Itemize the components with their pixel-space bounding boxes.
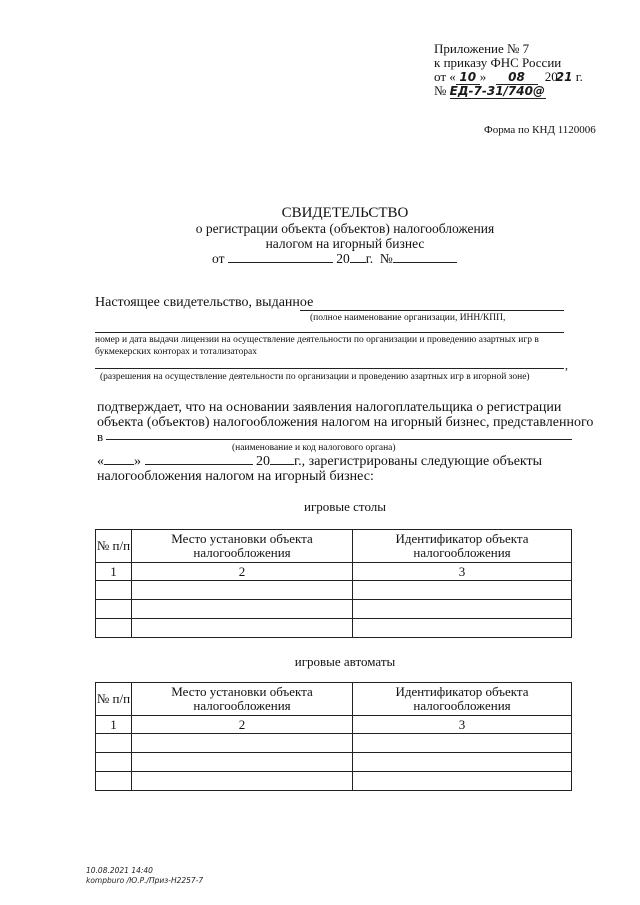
col-number-2: 2: [132, 563, 353, 581]
footer-timestamp: 10.08.2021 14:40: [86, 866, 153, 875]
table-caption-gaming-tables: игровые столы: [303, 499, 386, 514]
title-line-3: налогом на игорный бизнес: [265, 236, 425, 251]
table-cell[interactable]: [132, 619, 353, 638]
appendix-date: от « 10 » 08 2021 г.: [434, 69, 583, 84]
gaming-machines-table: [95, 682, 572, 791]
appendix-year: 21: [555, 70, 573, 84]
table-cell[interactable]: [96, 600, 132, 619]
confirm-date-line: « » 20 г., зарегистрированы следующие объекты: [97, 454, 543, 469]
appendix-number: № ЕД-7-31/740@: [434, 83, 545, 98]
table-number-row: [96, 563, 572, 581]
tax-authority-line[interactable]: [106, 439, 572, 440]
appendix-number-value: ЕД-7-31/740@: [449, 84, 545, 98]
table-cell[interactable]: [96, 753, 132, 772]
header-number: № п/п: [96, 530, 132, 563]
issued-comma: ,: [565, 358, 568, 372]
authority-hint: (наименование и код налогового органа): [232, 443, 396, 453]
issued-line-3[interactable]: [95, 368, 564, 369]
table-row: [96, 753, 572, 772]
table-cell[interactable]: [353, 619, 572, 638]
header-location: Место установки объекта налогообложения: [132, 683, 353, 716]
appendix-line-2: к приказу ФНС России: [434, 55, 562, 70]
title-line-2: о регистрации объекта (объектов) налогообложения: [195, 221, 495, 236]
permit-hint: (разрешения на осуществление деятельности по организации и проведению азартных игр в игорной зоне): [100, 372, 530, 382]
confirm-line-5: налогообложения налогом на игорный бизнес:: [97, 469, 374, 484]
col-number-2: 2: [132, 716, 353, 734]
table-header-row: [96, 530, 572, 563]
license-hint-2: букмекерских конторах и тотализаторах: [95, 347, 258, 357]
table-cell[interactable]: [132, 753, 353, 772]
issued-org-line[interactable]: [300, 310, 564, 311]
footer-source: kompburo /Ю.Р./Приз-Н2257-7: [86, 876, 204, 885]
certificate-year-field[interactable]: [350, 262, 366, 263]
table-row: [96, 734, 572, 753]
table-cell[interactable]: [96, 619, 132, 638]
application-year-field[interactable]: [270, 464, 294, 465]
application-month-field[interactable]: [145, 464, 253, 465]
table-row: [96, 772, 572, 791]
appendix-day: 10: [456, 70, 480, 85]
col-number-3: 3: [353, 563, 572, 581]
table-caption-gaming-machines: игровые автоматы: [294, 654, 396, 669]
table-cell[interactable]: [132, 772, 353, 791]
form-code: Форма по КНД 1120006: [484, 124, 596, 136]
table-row: [96, 619, 572, 638]
table-cell[interactable]: [353, 734, 572, 753]
application-day-field[interactable]: [104, 464, 134, 465]
certificate-number-field[interactable]: [393, 262, 457, 263]
table-cell[interactable]: [96, 581, 132, 600]
header-identifier: Идентификатор объекта налогообложения: [353, 683, 572, 716]
table-number-row: [96, 716, 572, 734]
table-cell[interactable]: [96, 772, 132, 791]
certificate-date-field[interactable]: [228, 262, 333, 263]
appendix-line-1: Приложение № 7: [434, 41, 530, 56]
appendix-month: 08: [496, 70, 538, 85]
table-cell[interactable]: [353, 581, 572, 600]
table-row: [96, 581, 572, 600]
issued-org-hint: (полное наименование организации, ИНН/КПП,: [310, 313, 506, 323]
table-cell[interactable]: [132, 581, 353, 600]
col-number-1: 1: [96, 563, 132, 581]
issued-line-2[interactable]: [95, 332, 564, 333]
title-date-line: от 20 г. №: [212, 251, 457, 267]
confirm-line-2: объекта (объектов) налогообложения налогом на игорный бизнес, представленного: [97, 415, 594, 430]
table-cell[interactable]: [96, 734, 132, 753]
license-hint-1: номер и дата выдачи лицензии на осуществление деятельности по организации и проведению азартных игр в: [95, 335, 539, 345]
table-header-row: [96, 683, 572, 716]
confirm-v: в: [97, 429, 104, 444]
gaming-tables-table: [95, 529, 572, 638]
col-number-1: 1: [96, 716, 132, 734]
table-row: [96, 600, 572, 619]
header-location: Место установки объекта налогообложения: [132, 530, 353, 563]
table-cell[interactable]: [353, 753, 572, 772]
table-cell[interactable]: [132, 600, 353, 619]
table-cell[interactable]: [132, 734, 353, 753]
confirm-line-1: подтверждает, что на основании заявления налогоплательщика о регистрации: [97, 400, 562, 415]
header-identifier: Идентификатор объекта налогообложения: [353, 530, 572, 563]
issued-label: Настоящее свидетельство, выданное: [95, 295, 314, 310]
table-cell[interactable]: [353, 600, 572, 619]
table-cell[interactable]: [353, 772, 572, 791]
header-number: № п/п: [96, 683, 132, 716]
col-number-3: 3: [353, 716, 572, 734]
document-title: СВИДЕТЕЛЬСТВО: [281, 205, 409, 221]
